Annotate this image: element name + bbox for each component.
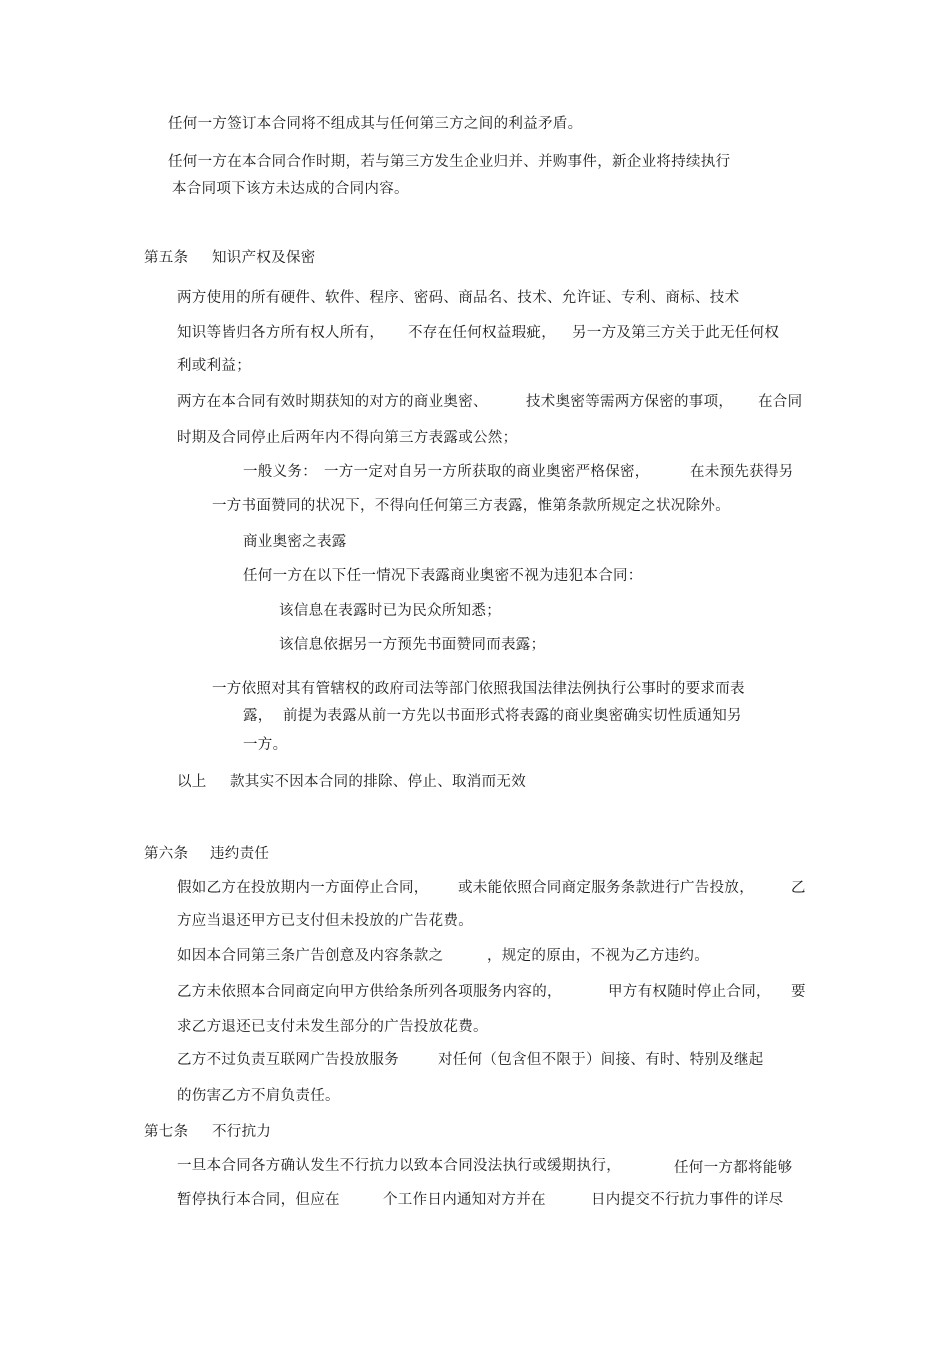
paragraph-line-part: 一旦本合同各方确认发生不行抗力以致本合同没法执行或缓期执行， <box>177 1158 621 1174</box>
section-title: 不行抗力 <box>212 1124 272 1140</box>
paragraph-line: 时期及合同停止后两年内不得向第三方表露或公然； <box>177 430 518 446</box>
paragraph-line-part: 对任何（包含但不限于）间接、有时、特别及继起 <box>438 1052 764 1068</box>
section-title: 知识产权及保密 <box>212 250 316 266</box>
paragraph-line-part: 露， <box>243 708 273 724</box>
paragraph-line-part: 以上 <box>177 774 207 790</box>
paragraph-line: 方应当退还甲方已支付但未投放的广告花费。 <box>177 913 473 929</box>
paragraph-line: 两方使用的所有硬件、软件、程序、密码、商品名、技术、允许证、专利、商标、技术 <box>177 290 740 306</box>
paragraph-line: 的伤害乙方不肩负责任。 <box>177 1088 340 1104</box>
paragraph-line: 一方依照对其有管辖权的政府司法等部门依照我国法律法例执行公事时的要求而表 <box>212 681 745 697</box>
paragraph-line-part: 一方一定对自另一方所获取的商业奥密严格保密， <box>324 464 650 480</box>
paragraph-line-part: 款其实不因本合同的排除、停止、取消而无效 <box>230 774 526 790</box>
paragraph-line: 利或利益； <box>177 358 251 374</box>
paragraph-line: 一方。 <box>243 737 288 753</box>
paragraph-line: 本合同项下该方未达成的合同内容。 <box>172 181 409 197</box>
paragraph-line-part: 两方在本合同有效时期获知的对方的商业奥密、 <box>177 394 488 410</box>
paragraph-line-part: 知识等皆归各方所有权人所有， <box>177 325 385 341</box>
subheading: 商业奥密之表露 <box>243 534 347 550</box>
paragraph-line: 一方书面赞同的状况下，不得向任何第三方表露，惟第条款所规定之状况除外。 <box>212 498 730 514</box>
paragraph-line: 任何一方签订本合同将不组成其与任何第三方之间的利益矛盾。 <box>168 116 583 132</box>
paragraph-line-part: 在合同 <box>758 394 803 410</box>
paragraph-line-part: 乙方不过负责互联网广告投放服务 <box>177 1052 399 1068</box>
paragraph-line-part: 在未预先获得另 <box>690 464 794 480</box>
paragraph-line: 求乙方退还已支付未发生部分的广告投放花费。 <box>177 1019 488 1035</box>
section-number: 第五条 <box>144 250 189 266</box>
paragraph-line-part: 甲方有权随时停止合同， <box>608 984 771 1000</box>
section-number: 第六条 <box>144 846 189 862</box>
paragraph-line-part: 另一方及第三方关于此无任何权 <box>572 325 780 341</box>
section-number: 第七条 <box>144 1124 189 1140</box>
paragraph-line-part: 暂停执行本合同，但应在 <box>177 1192 340 1208</box>
list-item: 该信息依据另一方预先书面赞同而表露； <box>279 637 546 653</box>
paragraph-line-part: ，规定的原由，不视为乙方违约。 <box>487 948 709 964</box>
paragraph-line: 任何一方在本合同合作时期，若与第三方发生企业归并、并购事件，新企业将持续执行 <box>168 154 731 170</box>
paragraph-line-part: 前提为表露从前一方先以书面形式将表露的商业奥密确实切性质通知另 <box>283 708 742 724</box>
paragraph-line-part: 乙方未依照本合同商定向甲方供给条所列各项服务内容的， <box>177 984 562 1000</box>
paragraph-line-part: 要 <box>791 984 806 1000</box>
paragraph-line-part: 个工作日内通知对方并在 <box>383 1192 546 1208</box>
paragraph-line-part: 任何一方都将能够 <box>674 1160 793 1176</box>
paragraph-line-part: 乙 <box>791 880 806 896</box>
paragraph-line-part: 假如乙方在投放期内一方面停止合同， <box>177 880 429 896</box>
paragraph-line-part: 或未能依照合同商定服务条款进行广告投放， <box>458 880 754 896</box>
paragraph-line-part: 技术奥密等需两方保密的事项， <box>526 394 734 410</box>
paragraph-line-part: 日内提交不行抗力事件的详尽 <box>591 1192 784 1208</box>
section-title: 违约责任 <box>210 846 270 862</box>
paragraph-line-part: 不存在任何权益瑕疵， <box>408 325 556 341</box>
paragraph-line-part: 一般义务： <box>243 464 317 480</box>
paragraph-line-part: 如因本合同第三条广告创意及内容条款之 <box>177 948 444 964</box>
list-item: 该信息在表露时已为民众所知悉； <box>279 603 501 619</box>
paragraph-line: 任何一方在以下任一情况下表露商业奥密不视为违犯本合同： <box>243 568 643 584</box>
